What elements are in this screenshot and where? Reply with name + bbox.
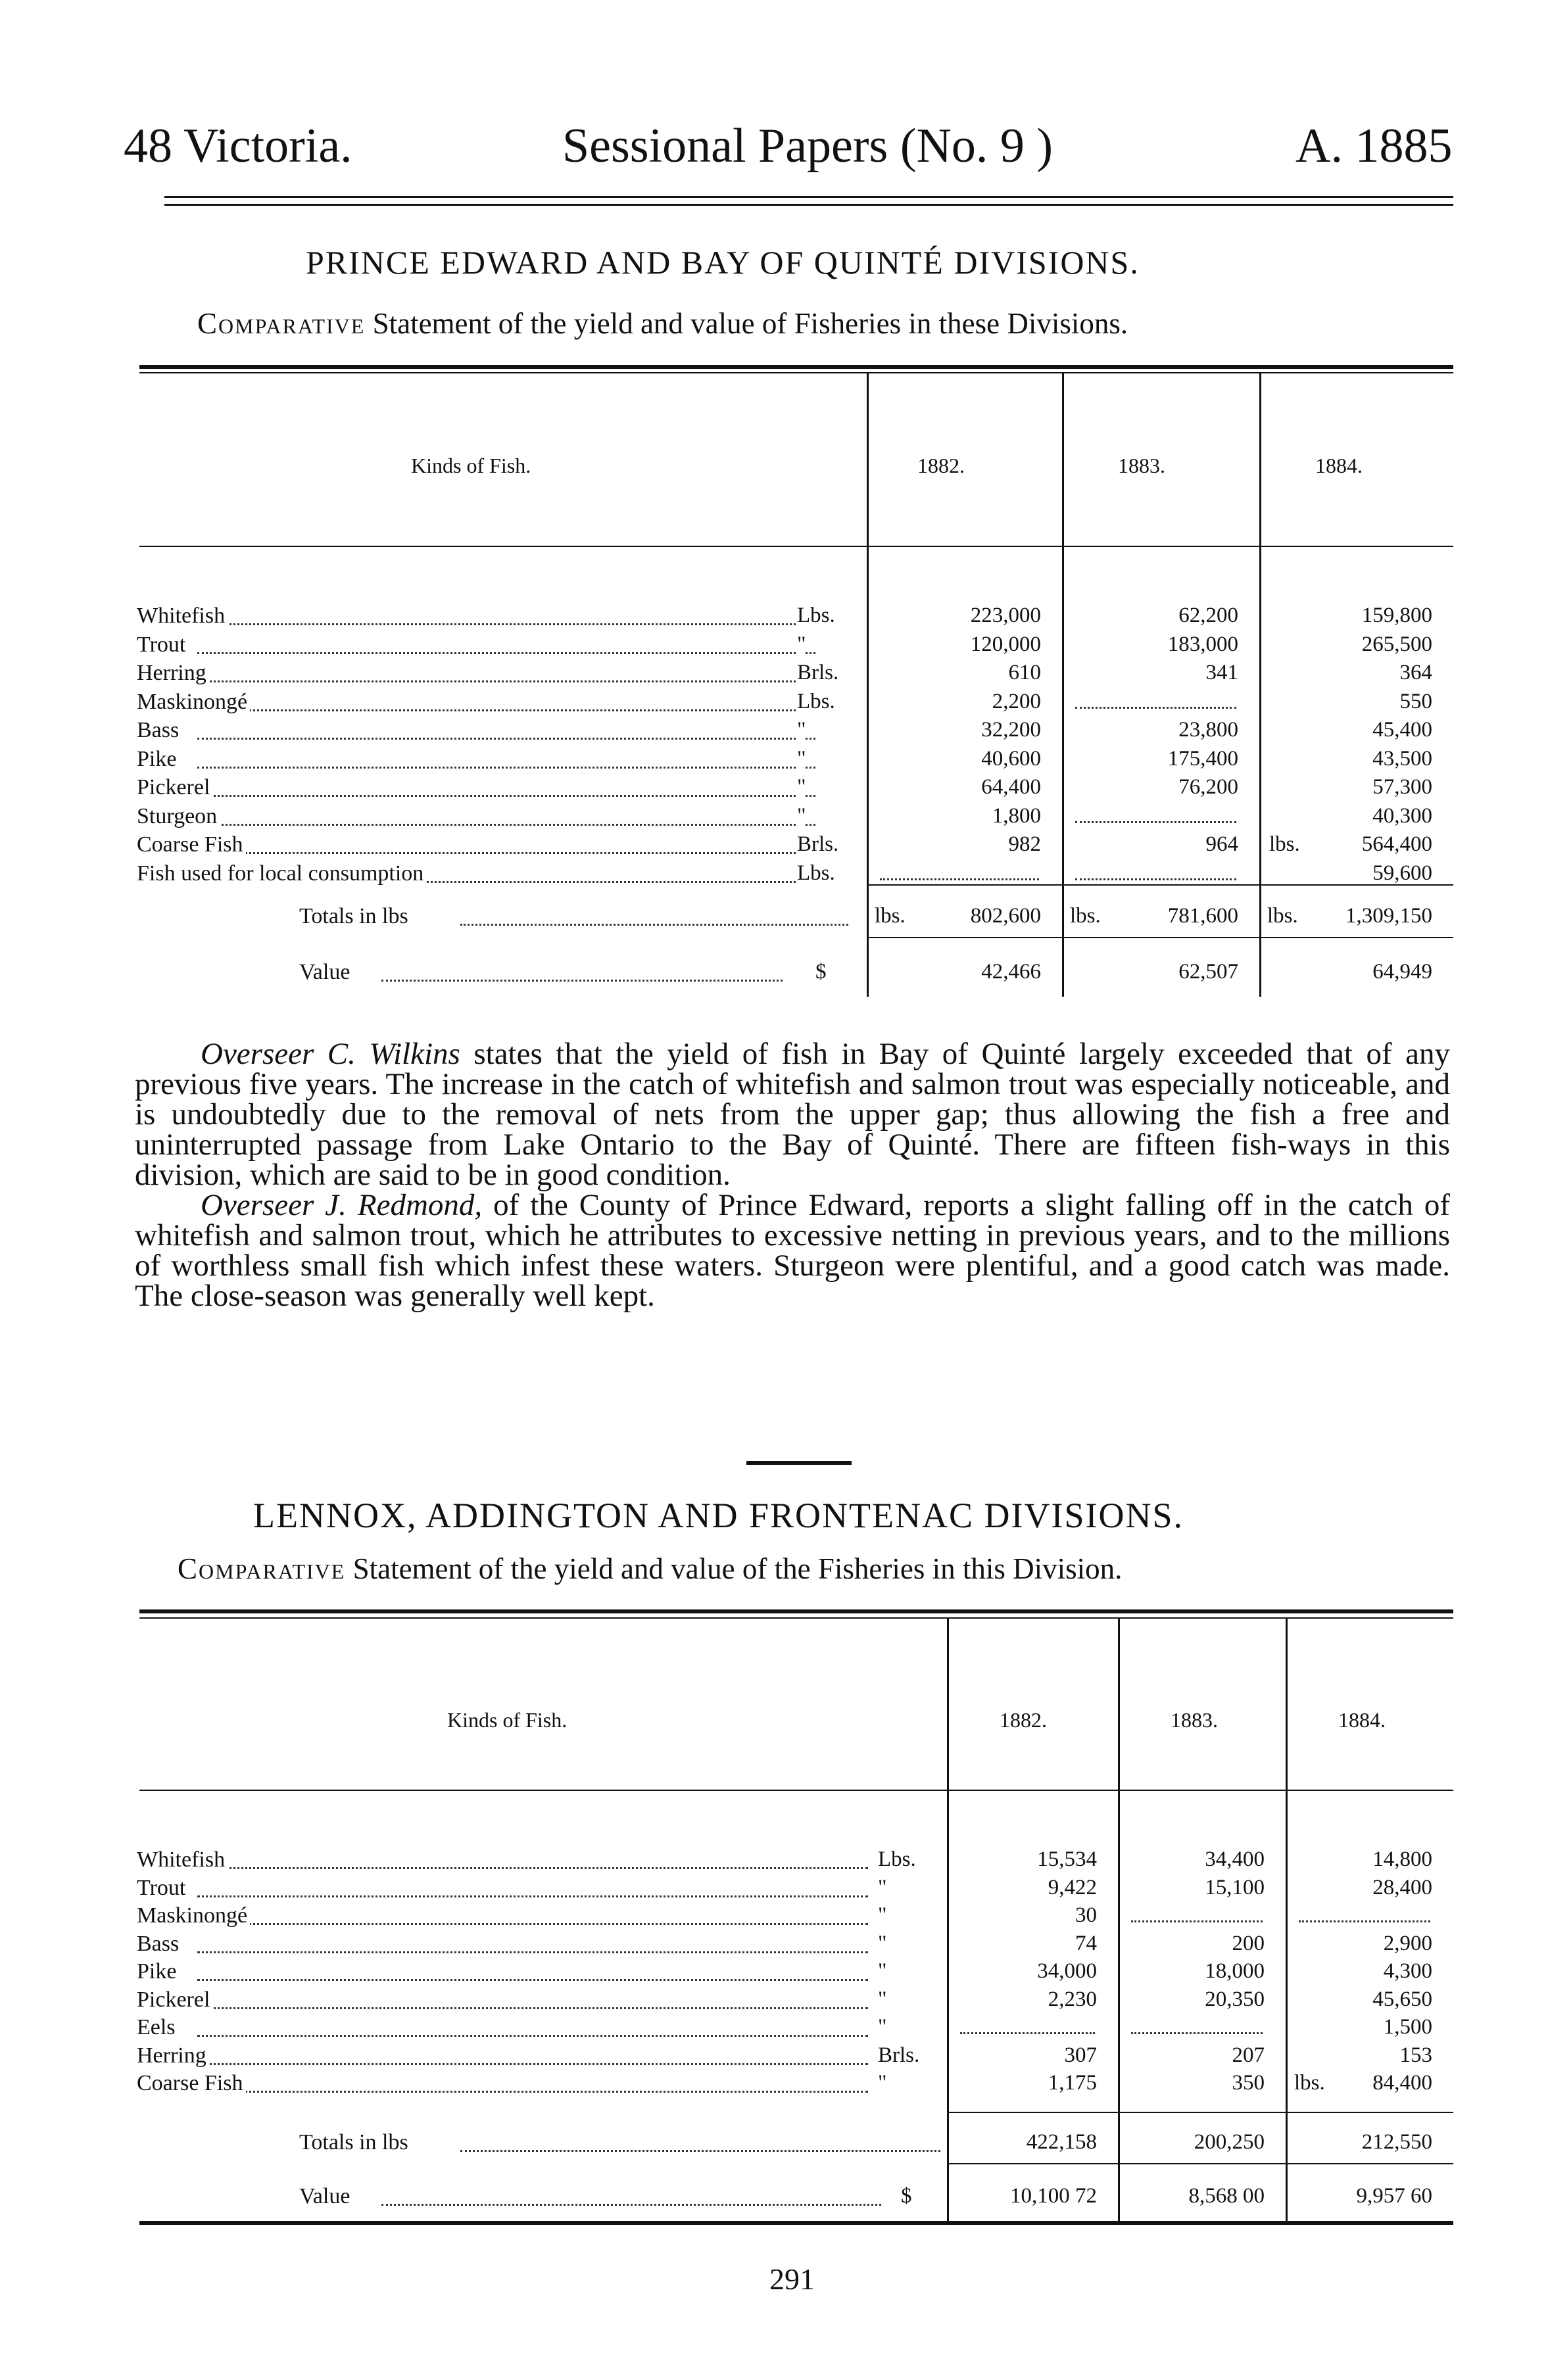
- table2-value-leader: [381, 2184, 881, 2206]
- section1-subtitle-rest: Statement of the yield and value of Fisheries in these Divisions.: [372, 307, 1128, 340]
- table1-row-unit: Lbs.: [797, 604, 835, 627]
- table1-value-amount: 62,507: [1178, 960, 1238, 984]
- section2-subtitle-caps: Comparative: [178, 1552, 346, 1585]
- table1-totals-prefix: lbs.: [1267, 904, 1298, 928]
- table2-row-leader: [197, 2015, 868, 2037]
- table2-col-1884: 1884.: [1338, 1708, 1386, 1732]
- table1-cell-empty: [880, 861, 1039, 880]
- table2-row-leader: [197, 2071, 868, 2093]
- table2-cell-v1882: 9,422: [1048, 1876, 1097, 1899]
- page-number: 291: [769, 2262, 815, 2296]
- table1-totals-prefix: lbs.: [1070, 904, 1101, 928]
- table2-cell-prefix: lbs.: [1294, 2071, 1325, 2095]
- table2-row-leader: [197, 1847, 868, 1869]
- table1-value-amount: 64,949: [1372, 960, 1432, 984]
- table2-cell-v1883: 20,350: [1205, 1987, 1265, 2011]
- table1-row-leader: [197, 804, 815, 826]
- table1-row-name-text: Coarse Fish: [137, 832, 246, 857]
- table1-row-name-text: Maskinongé: [137, 690, 250, 714]
- table1-cell-empty: [1075, 861, 1236, 880]
- table1-cell-v1883: 62,200: [1178, 604, 1238, 627]
- table2-cell-v1883: 34,400: [1205, 1847, 1265, 1871]
- table1-row-leader: [197, 632, 815, 654]
- table1-row-name-text: Pickerel: [137, 775, 212, 799]
- table1-cell-v1884: 59,600: [1372, 861, 1432, 885]
- table1-row-unit: ": [797, 632, 806, 656]
- table1-cell-v1884: 57,300: [1372, 775, 1432, 799]
- section1-subtitle: [197, 306, 1128, 341]
- table2-cell-v1884: 84,400: [1372, 2071, 1432, 2095]
- table2-value-amount: 9,957 60: [1356, 2184, 1432, 2208]
- table1-cell-prefix: lbs.: [1269, 832, 1300, 856]
- table1-cell-v1883: 175,400: [1167, 747, 1238, 771]
- table2-row-leader: [197, 1987, 868, 2009]
- section2-subtitle: [178, 1552, 1122, 1586]
- table2-row-unit: ": [878, 1987, 887, 2011]
- table2-cell-v1884: 153: [1399, 2043, 1432, 2067]
- table2-row-unit: Lbs.: [878, 1847, 916, 1871]
- table2-row-name-text: Coarse Fish: [137, 2071, 246, 2095]
- table2-row-name-text: Maskinongé: [137, 1903, 250, 1928]
- table2-value-amount: 8,568 00: [1188, 2184, 1265, 2208]
- table1-cell-v1883: 23,800: [1178, 718, 1238, 742]
- table1-cell-v1882: 64,400: [981, 775, 1041, 799]
- table1-cell-empty: [1075, 804, 1236, 823]
- table1-value-leader: [381, 960, 783, 982]
- table1-cell-v1882: 982: [1008, 832, 1041, 856]
- table2-totals-label: Totals in lbs: [299, 2130, 408, 2154]
- table2-row-name-text: Herring: [137, 2043, 209, 2068]
- section1-title: PRINCE EDWARD AND BAY OF QUINTÉ DIVISIONS.: [306, 244, 1140, 281]
- header-right: A. 1885: [1295, 119, 1453, 173]
- table2-row-leader: [197, 2043, 868, 2065]
- table1-row-leader: [197, 832, 815, 854]
- table1-row-unit: Lbs.: [797, 690, 835, 713]
- table2-top-rule-thin: [139, 1617, 1453, 1619]
- table2-cell-v1884: 45,650: [1372, 1987, 1432, 2011]
- table1-row-leader: [197, 775, 815, 797]
- table1-value-amount: 42,466: [981, 960, 1041, 984]
- table1-col-1882: 1882.: [917, 454, 965, 477]
- table1-row-leader: [197, 690, 815, 711]
- table1-col-1883: 1883.: [1118, 454, 1165, 477]
- table2-row-unit: ": [878, 1932, 887, 1955]
- table1-top-rule-thin: [139, 372, 1453, 373]
- table2-value-amount: 10,100 72: [1010, 2184, 1097, 2208]
- table1-row-name-text: Herring: [137, 661, 209, 685]
- table2-head-rule: [139, 1790, 1453, 1791]
- table2-cell-v1884: 14,800: [1372, 1847, 1432, 1871]
- table1-totals-value: 1,309,150: [1345, 904, 1432, 928]
- table2-totals-rule: [947, 2112, 1453, 2113]
- table2-value-unit: $: [901, 2184, 912, 2208]
- table1-cell-v1882: 32,200: [981, 718, 1041, 742]
- table2-cell-v1883: 207: [1232, 2043, 1265, 2067]
- table2-cell-empty: [1299, 1903, 1430, 1922]
- table2-value-label: Value: [299, 2184, 351, 2208]
- table1-row-name-text: Pike: [137, 747, 179, 771]
- table2-cell-v1884: 1,500: [1383, 2015, 1432, 2039]
- table2-cell-empty: [960, 2015, 1095, 2034]
- table2-top-rule: [139, 1609, 1453, 1613]
- paragraph-redmond-text: of the County of Prince Edward, reports a slight falling off in the catch of whitefish and salmon trout, which he attributes to excessive netting in previous years, and to the millions of worthless small fish which infest these waters. Sturgeon were plentiful, and a good catch was made. The close-season was generally well kept.: [135, 1188, 1450, 1313]
- table2-cell-v1883: 200: [1232, 1932, 1265, 1955]
- table2-cell-v1884: 2,900: [1383, 1932, 1432, 1955]
- table2-cell-empty: [1131, 1903, 1263, 1922]
- table1-row-name-text: Sturgeon: [137, 804, 220, 828]
- table1-cell-v1882: 120,000: [970, 632, 1041, 656]
- paragraph-redmond: [135, 1190, 1450, 1311]
- table1-col-kind: Kinds of Fish.: [411, 454, 531, 477]
- section2-title: LENNOX, ADDINGTON AND FRONTENAC DIVISIONS.: [253, 1496, 1184, 1535]
- section1-subtitle-caps: Comparative: [197, 307, 366, 340]
- table2-row-leader: [197, 1876, 868, 1897]
- table2-row-name-text: Pike: [137, 1959, 179, 1984]
- paragraph-wilkins: [135, 1039, 1450, 1190]
- table1-cell-v1883: 341: [1205, 661, 1238, 684]
- table1-row-leader: [197, 747, 815, 769]
- table1-row-unit: ": [797, 747, 806, 771]
- table2-row-leader: [197, 1932, 868, 1953]
- table1-cell-v1884: 550: [1399, 690, 1432, 713]
- table1-row-unit: ": [797, 775, 806, 799]
- table2-cell-empty: [1131, 2015, 1263, 2034]
- table1-cell-v1883: 76,200: [1178, 775, 1238, 799]
- header-rule-top: [164, 196, 1453, 198]
- section2-subtitle-rest: Statement of the yield and value of the Fisheries in this Division.: [352, 1552, 1123, 1585]
- table1-cell-v1882: 223,000: [970, 604, 1041, 627]
- table1-cell-empty: [1075, 690, 1236, 709]
- table1-row-leader: [197, 604, 815, 625]
- table2-row-unit: ": [878, 1876, 887, 1899]
- table2-col-1883: 1883.: [1171, 1708, 1218, 1732]
- table2-value-rule: [947, 2163, 1453, 2164]
- overseer-reports: [135, 1039, 1450, 1311]
- table2-cell-v1884: 28,400: [1372, 1876, 1432, 1899]
- table1-totals-value: 781,600: [1167, 904, 1238, 928]
- table2-row-name-text: Trout: [137, 1876, 188, 1900]
- table1-totals-prefix: lbs.: [875, 904, 906, 928]
- table2-row-unit: ": [878, 2015, 887, 2039]
- paragraph-redmond-lead: Overseer J. Redmond,: [201, 1188, 483, 1222]
- table1-row-leader: [197, 718, 815, 740]
- table1-row-name-text: Trout: [137, 632, 188, 657]
- table2-totals-value: 212,550: [1361, 2130, 1432, 2154]
- table1-col-1884: 1884.: [1315, 454, 1363, 477]
- table1-cell-v1882: 1,800: [992, 804, 1041, 828]
- table1-cell-v1884: 159,800: [1361, 604, 1432, 627]
- table1-cell-v1884: 265,500: [1361, 632, 1432, 656]
- table2-totals-value: 200,250: [1194, 2130, 1265, 2154]
- table1-row-unit: Lbs.: [797, 861, 835, 885]
- table1-totals-label: Totals in lbs: [299, 904, 408, 928]
- table2-row-name-text: Whitefish: [137, 1847, 228, 1872]
- table1-cell-v1883: 183,000: [1167, 632, 1238, 656]
- header-rule-bottom: [164, 204, 1453, 206]
- table2-row-unit: ": [878, 1903, 887, 1927]
- table2-row-unit: ": [878, 1959, 887, 1983]
- table2-row-leader: [197, 1959, 868, 1981]
- table2-totals-value: 422,158: [1026, 2130, 1097, 2154]
- table1-cell-v1882: 2,200: [992, 690, 1041, 713]
- table1-value-unit: $: [815, 960, 827, 984]
- table1-cell-v1884: 45,400: [1372, 718, 1432, 742]
- table1-row-name-text: Bass: [137, 718, 181, 742]
- table1-totals-value: 802,600: [970, 904, 1041, 928]
- table2-cell-v1883: 18,000: [1205, 1959, 1265, 1983]
- table1-top-rule: [139, 365, 1453, 369]
- table2-row-name-text: Eels: [137, 2015, 178, 2039]
- table1-cell-v1884: 40,300: [1372, 804, 1432, 828]
- table2-cell-v1883: 350: [1232, 2071, 1265, 2095]
- table2-cell-v1882: 1,175: [1048, 2071, 1097, 2095]
- table2-row-name-text: Pickerel: [137, 1987, 212, 2012]
- table2-cell-v1882: 307: [1064, 2043, 1097, 2067]
- table1-row-name-text: Whitefish: [137, 604, 228, 628]
- table2-totals-leader: [460, 2130, 940, 2152]
- table1-row-unit: Brls.: [797, 661, 839, 684]
- table2-cell-v1882: 74: [1075, 1932, 1097, 1955]
- section-divider: [746, 1461, 852, 1465]
- table2-row-leader: [197, 1903, 868, 1925]
- table2-cell-v1883: 15,100: [1205, 1876, 1265, 1899]
- table1-totals-rule: [867, 884, 1453, 886]
- table2-row-unit: Brls.: [878, 2043, 920, 2067]
- table1-row-unit: ": [797, 718, 806, 742]
- table1-cell-v1883: 964: [1205, 832, 1238, 856]
- table2-row-unit: ": [878, 2071, 887, 2095]
- table2-cell-v1882: 34,000: [1037, 1959, 1097, 1983]
- table2-cell-v1884: 4,300: [1383, 1959, 1432, 1983]
- table2-cell-v1882: 2,230: [1048, 1987, 1097, 2011]
- table1-head-rule: [139, 546, 1453, 547]
- table2-col-1882: 1882.: [1000, 1708, 1047, 1732]
- table1-row-name-text: Fish used for local consumption: [137, 861, 426, 886]
- table2-cell-v1882: 30: [1075, 1903, 1097, 1927]
- paragraph-wilkins-text: states that the yield of fish in Bay of Quinté largely exceeded that of any previous five years. The increase in the catch of whitefish and salmon trout was especially noticeable, and is undoubtedly due to the removal of nets from the upper gap; thus allowing the fish a free and uninterrupted passage from Lake Ontario to the Bay of Quinté. There are fifteen fish-ways in this division, which are said to be in good condition.: [135, 1037, 1450, 1192]
- table2-col-kind: Kinds of Fish.: [447, 1708, 568, 1732]
- table2-row-name-text: Bass: [137, 1932, 181, 1956]
- table1-row-unit: ": [797, 804, 806, 828]
- table1-value-rule: [867, 937, 1453, 938]
- table1-totals-leader: [460, 904, 848, 926]
- header-left: 48 Victoria.: [124, 119, 352, 173]
- table1-cell-v1882: 610: [1008, 661, 1041, 684]
- table1-cell-v1884: 43,500: [1372, 747, 1432, 771]
- table1-cell-v1884: 564,400: [1361, 832, 1432, 856]
- table1-row-unit: Brls.: [797, 832, 839, 856]
- table1-cell-v1884: 364: [1399, 661, 1432, 684]
- table1-cell-v1882: 40,600: [981, 747, 1041, 771]
- table2-cell-v1882: 15,534: [1037, 1847, 1097, 1871]
- header-center: Sessional Papers (No. 9 ): [562, 119, 1053, 173]
- table2-bottom-rule: [139, 2221, 1453, 2225]
- paragraph-wilkins-lead: Overseer C. Wilkins: [201, 1037, 460, 1071]
- table1-value-label: Value: [299, 960, 351, 984]
- table1-row-leader: [197, 661, 815, 682]
